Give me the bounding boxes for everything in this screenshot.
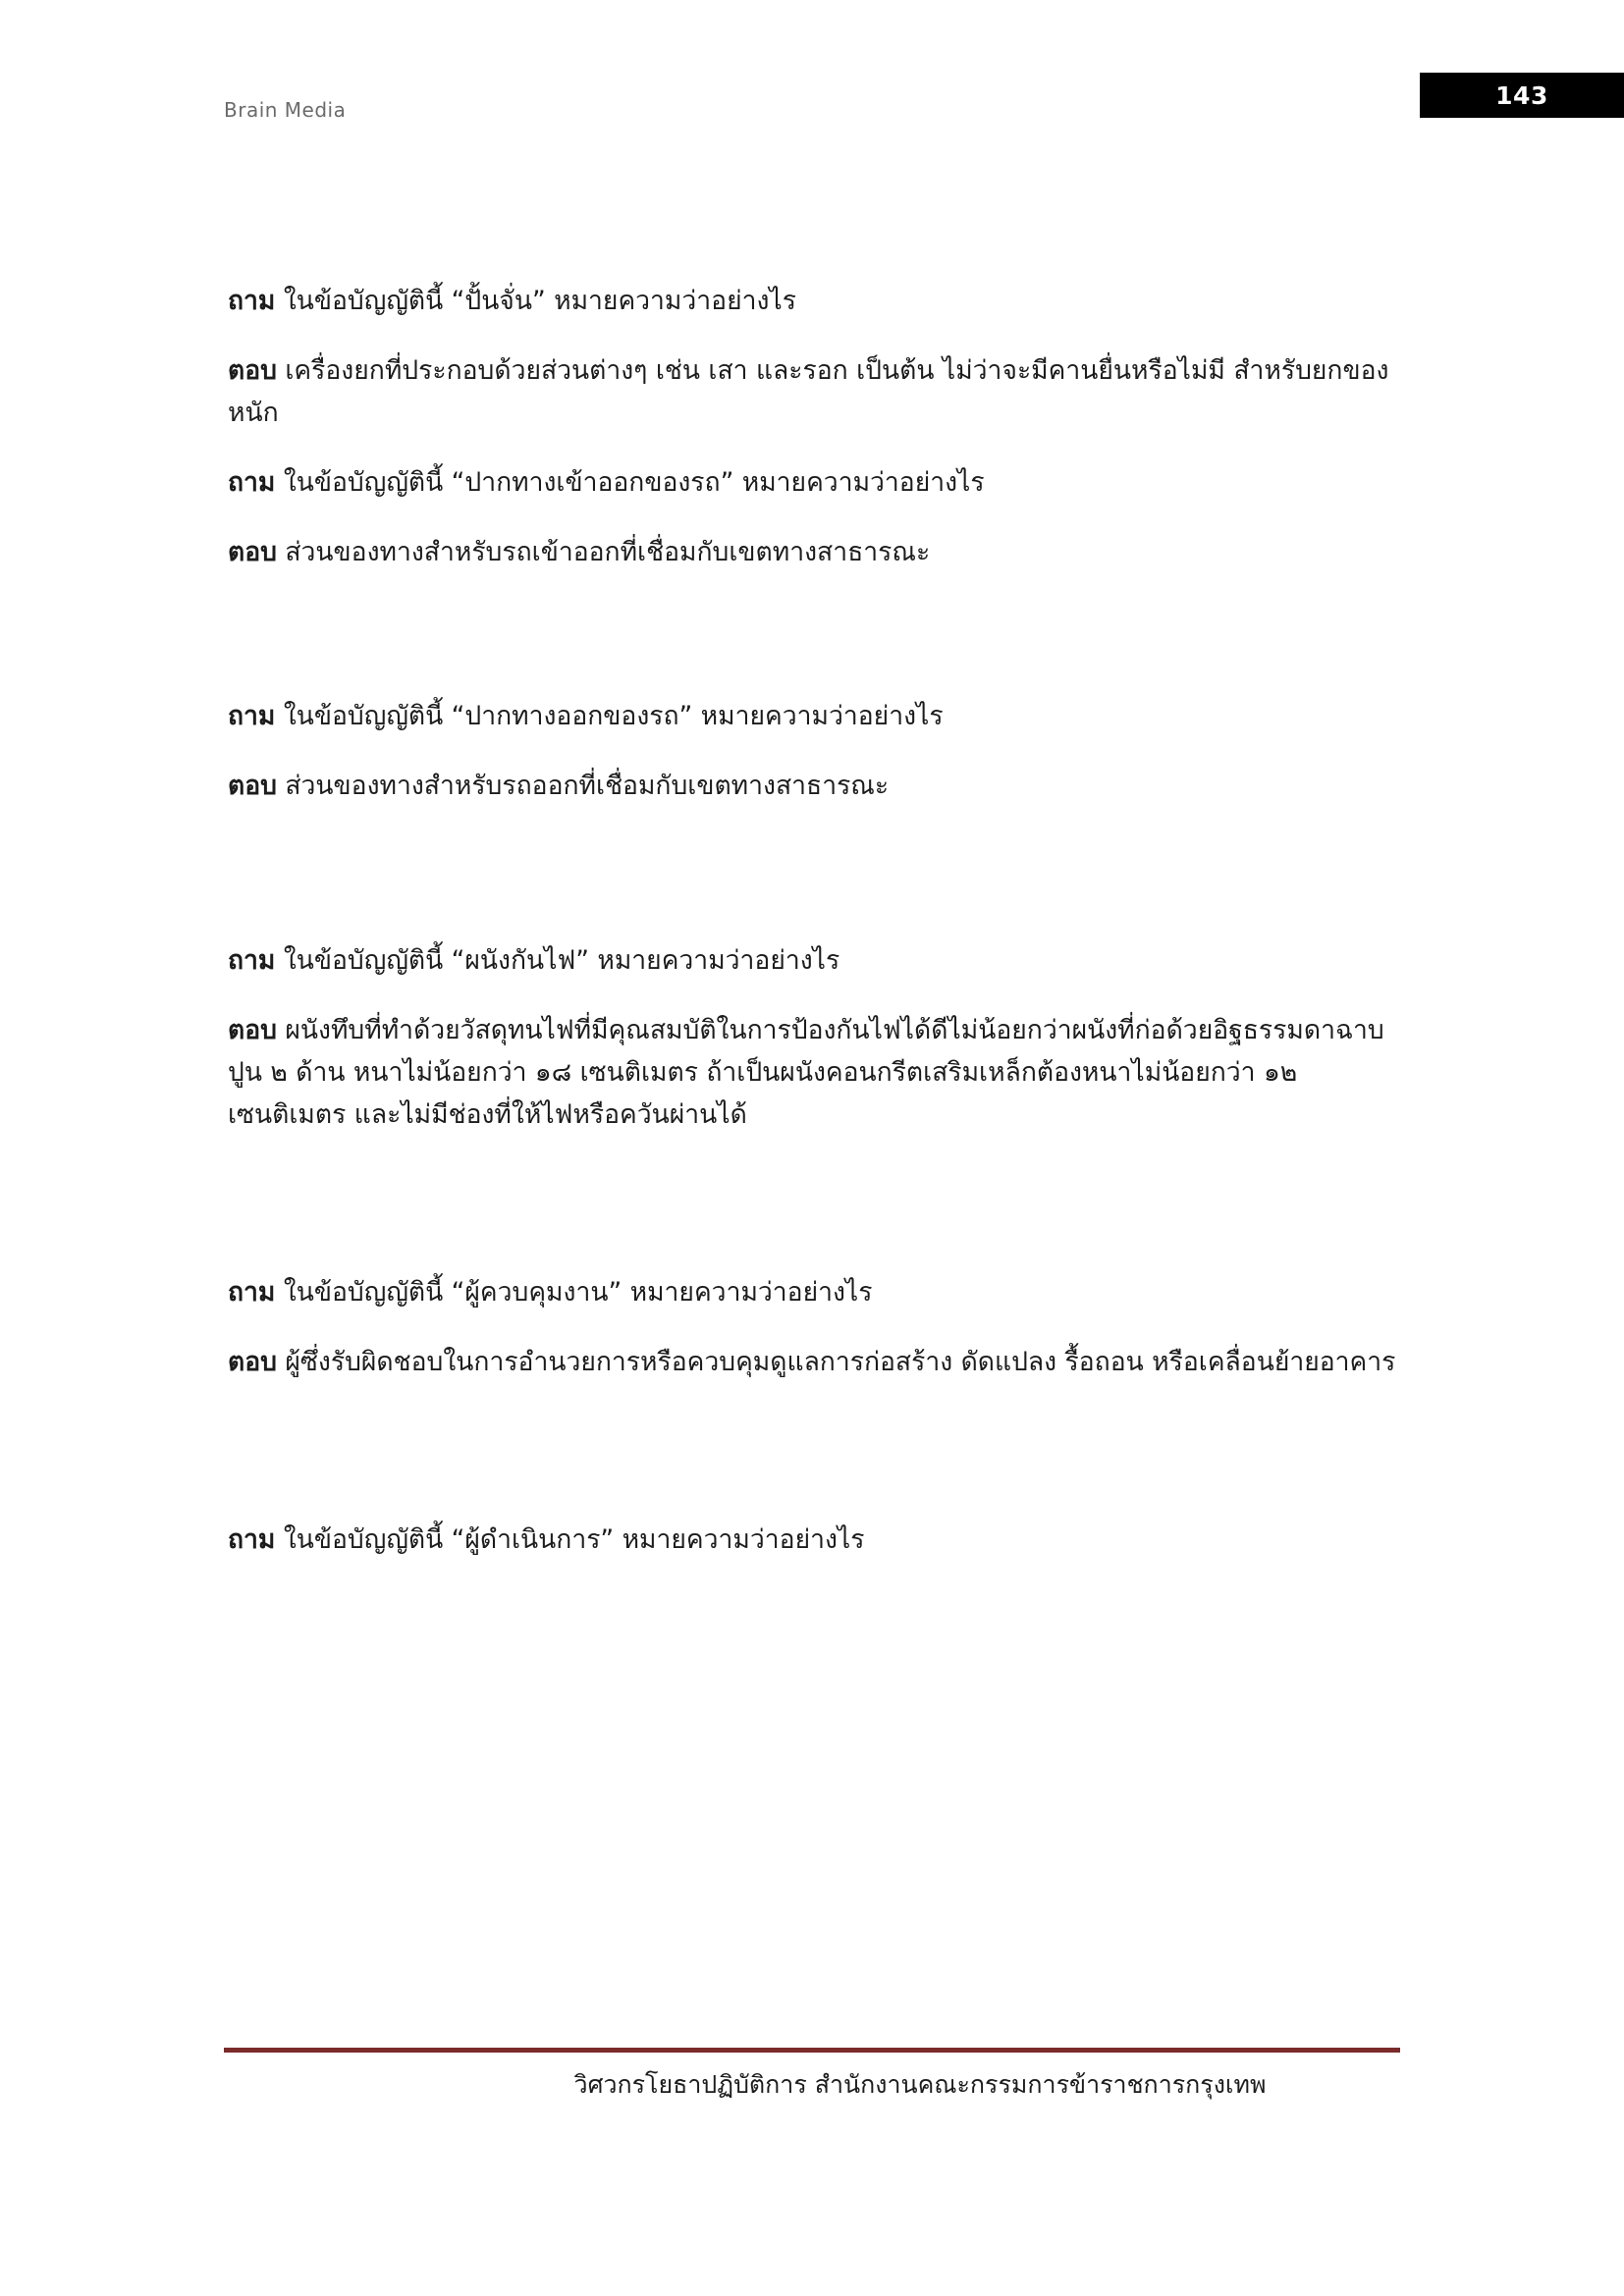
- answer-text: ส่วนของทางสำหรับรถออกที่เชื่อมกับเขตทางสาธารณะ: [276, 770, 890, 801]
- answer-text: เครื่องยกที่ประกอบด้วยส่วนต่างๆ เช่น เสา และรอก เป็นต้น ไม่ว่าจะมีคานยื่นหรือไม่มี สำหรับยกของหนัก: [228, 354, 1389, 428]
- question-label: ถาม: [228, 945, 276, 977]
- question-text: ในข้อบัญญัตินี้ “ผู้ควบคุมงาน” หมายความว่าอย่างไร: [275, 1277, 873, 1308]
- answer-label: ตอบ: [228, 770, 277, 801]
- answer-label: ตอบ: [228, 1015, 277, 1046]
- answer-text: ผู้ซึ่งรับผิดชอบในการอำนวยการหรือควบคุมดูแลการก่อสร้าง ดัดแปลง รื้อถอน หรือเคลื่อนย้ายอาคาร: [276, 1347, 1396, 1378]
- question-line: [228, 281, 1396, 323]
- header-brand: Brain Media: [224, 98, 347, 122]
- answer-line: [228, 1010, 1396, 1137]
- answer-line: [228, 1342, 1396, 1384]
- question-text: ในข้อบัญญัตินี้ “ผู้ดำเนินการ” หมายความว่าอย่างไร: [275, 1523, 865, 1555]
- block-spacer: [228, 1412, 1396, 1520]
- block-spacer: [228, 602, 1396, 696]
- document-body: [228, 281, 1396, 1589]
- question-label: ถาม: [228, 286, 276, 316]
- footer-text: วิศวกรโยธาปฏิบัติการ สำนักงานคณะกรรมการข้าราชการกรุงเทพ: [573, 2070, 1267, 2099]
- answer-text: ส่วนของทางสำหรับรถเข้าออกที่เชื่อมกับเขตทางสาธารณะ: [276, 536, 931, 567]
- question-text: ในข้อบัญญัตินี้ “ปั้นจั่น” หมายความว่าอย่างไร: [275, 286, 796, 316]
- answer-label: ตอบ: [228, 1347, 277, 1378]
- block-spacer: [228, 834, 1396, 940]
- question-line: [228, 696, 1396, 738]
- answer-line: [228, 532, 1396, 574]
- page-number-badge: [1420, 73, 1624, 118]
- answer-label: ตอบ: [228, 536, 277, 567]
- footer-divider: [224, 2048, 1400, 2053]
- qa-block: [228, 281, 1396, 435]
- question-label: ถาม: [228, 1277, 276, 1308]
- question-label: ถาม: [228, 700, 276, 731]
- qa-block: [228, 696, 1396, 808]
- answer-text: ผนังทึบที่ทำด้วยวัสดุทนไฟที่มีคุณสมบัติในการป้องกันไฟได้ดีไม่น้อยกว่าผนังที่ก่อด้วยอิฐธรรมดาฉาบปูน ๒ ด้าน หนาไม่น้อยกว่า ๑๘ เซนติเมตร ถ้าเป็นผนังคอนกรีตเสริมเหล็กต้องหนาไม่น้อยกว่า ๑๒ เซนติเมตร และไม่มีช่องที่ให้ไฟหรือควันผ่านได้: [228, 1015, 1384, 1131]
- question-text: ในข้อบัญญัตินี้ “ปากทางเข้าออกของรถ” หมายความว่าอย่างไร: [275, 466, 985, 498]
- answer-line: [228, 350, 1396, 435]
- question-line: [228, 1272, 1396, 1314]
- question-line: [228, 1520, 1396, 1562]
- question-text: ในข้อบัญญัตินี้ “ผนังกันไฟ” หมายความว่าอย่างไร: [275, 945, 840, 977]
- page-number-label: 143: [1495, 80, 1548, 110]
- question-line: [228, 462, 1396, 505]
- question-line: [228, 940, 1396, 983]
- question-text: ในข้อบัญญัตินี้ “ปากทางออกของรถ” หมายความว่าอย่างไร: [275, 700, 944, 731]
- block-spacer: [228, 1164, 1396, 1272]
- answer-line: [228, 766, 1396, 808]
- qa-block: [228, 940, 1396, 1137]
- answer-label: ตอบ: [228, 354, 277, 386]
- qa-block: [228, 1272, 1396, 1384]
- question-label: ถาม: [228, 466, 276, 498]
- qa-block: [228, 462, 1396, 574]
- question-label: ถาม: [228, 1523, 276, 1555]
- qa-block: [228, 1520, 1396, 1562]
